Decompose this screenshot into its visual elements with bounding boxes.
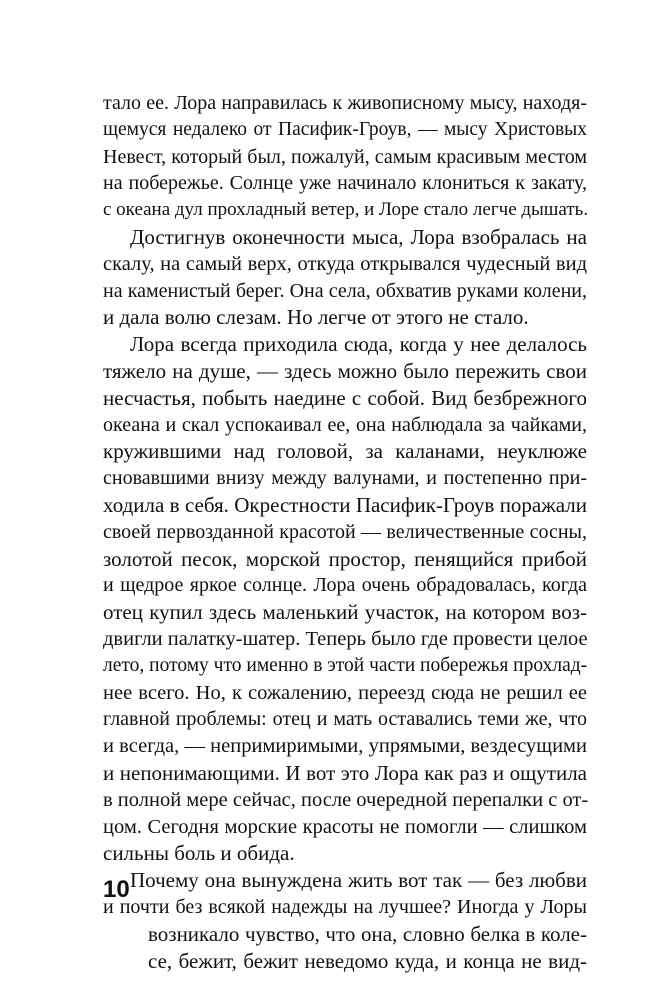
text-line: золотой песок, морской простор, пенящийся прибой xyxy=(103,546,587,571)
text-line: Достигнув оконечности мыса, Лора взобралась на xyxy=(130,224,587,249)
text-line: тяжело на душе, — здесь можно было пережить свои xyxy=(103,358,587,383)
text-line: возникало чувство, что она, словно белка в коле- xyxy=(148,921,587,946)
text-line: и всегда, — непримиримыми, упрямыми, вездесущими xyxy=(103,735,587,758)
text-line: на каменистый берег. Она села, обхватив руками колени, xyxy=(103,279,587,302)
text-line: щемуся недалеко от Пасифик-Гроув, — мысу Христовых xyxy=(103,118,587,140)
text-line: своей первозданной красотой — величественные сосны, xyxy=(103,520,587,543)
text-line: се, бежит, бежит неведомо куда, и конца не вид- xyxy=(148,948,587,973)
text-line: Лора всегда приходила сюда, когда у нее делалось xyxy=(130,332,587,357)
text-line: и непонимающими. И вот это Лора как раз и ощутила xyxy=(103,760,587,785)
text-line: тало ее. Лора направилась к живописному мысу, находя- xyxy=(103,92,587,114)
text-line: несчастья, побыть наедине с собой. Вид безбрежного xyxy=(103,385,587,410)
text-line: в полной мере сейчас, после очередной перепалки с от- xyxy=(103,788,589,811)
text-line: сновавшими внизу между валунами, и постепенно при- xyxy=(103,467,587,490)
text-line: отец купил здесь маленький участок, на котором воз- xyxy=(103,600,587,625)
text-line: двигли палатку-шатер. Теперь было где провести целое xyxy=(103,627,588,650)
text-line: с океана дул прохладный ветер, и Лоре стало легче дышать. xyxy=(103,199,589,221)
text-line: лето, потому что именно в этой части побережья прохлад- xyxy=(103,654,588,676)
text-line: на побережье. Солнце уже начинало клониться к закату, xyxy=(103,172,587,195)
text-line: и щедрое яркое солнце. Лора очень обрадовалась, когда xyxy=(103,574,587,597)
text-line: ходила в себя. Окрестности Пасифик-Гроув поражали xyxy=(103,492,587,517)
text-line: сильны боль и обида. xyxy=(103,841,295,866)
text-line: океана и скал успокаивал ее, она наблюдала за чайками, xyxy=(103,413,587,436)
page-number: 10 xyxy=(103,876,130,903)
text-line: нее всего. Но, к сожалению, переезд сюда не решил ее xyxy=(103,681,587,704)
text-line: Невест, который был, пожалуй, самым красивым местом xyxy=(103,145,587,168)
body-text xyxy=(103,90,587,974)
text-line: Почему она вынуждена жить вот так — без любви xyxy=(130,868,587,893)
text-line: цом. Сегодня морские красоты не помогли — слишком xyxy=(103,815,587,838)
text-line: кружившими над головой, за каланами, неуклюже xyxy=(103,439,587,464)
text-line: и дала волю слезам. Но легче от этого не стало. xyxy=(103,305,529,330)
text-line: главной проблемы: отец и мать оставались теми же, что xyxy=(103,708,587,731)
text-line: и почти без всякой надежды на лучшее? Иногда у Лоры xyxy=(103,895,587,918)
text-line: скалу, на самый верх, откуда открывался чудесный вид xyxy=(103,252,587,275)
